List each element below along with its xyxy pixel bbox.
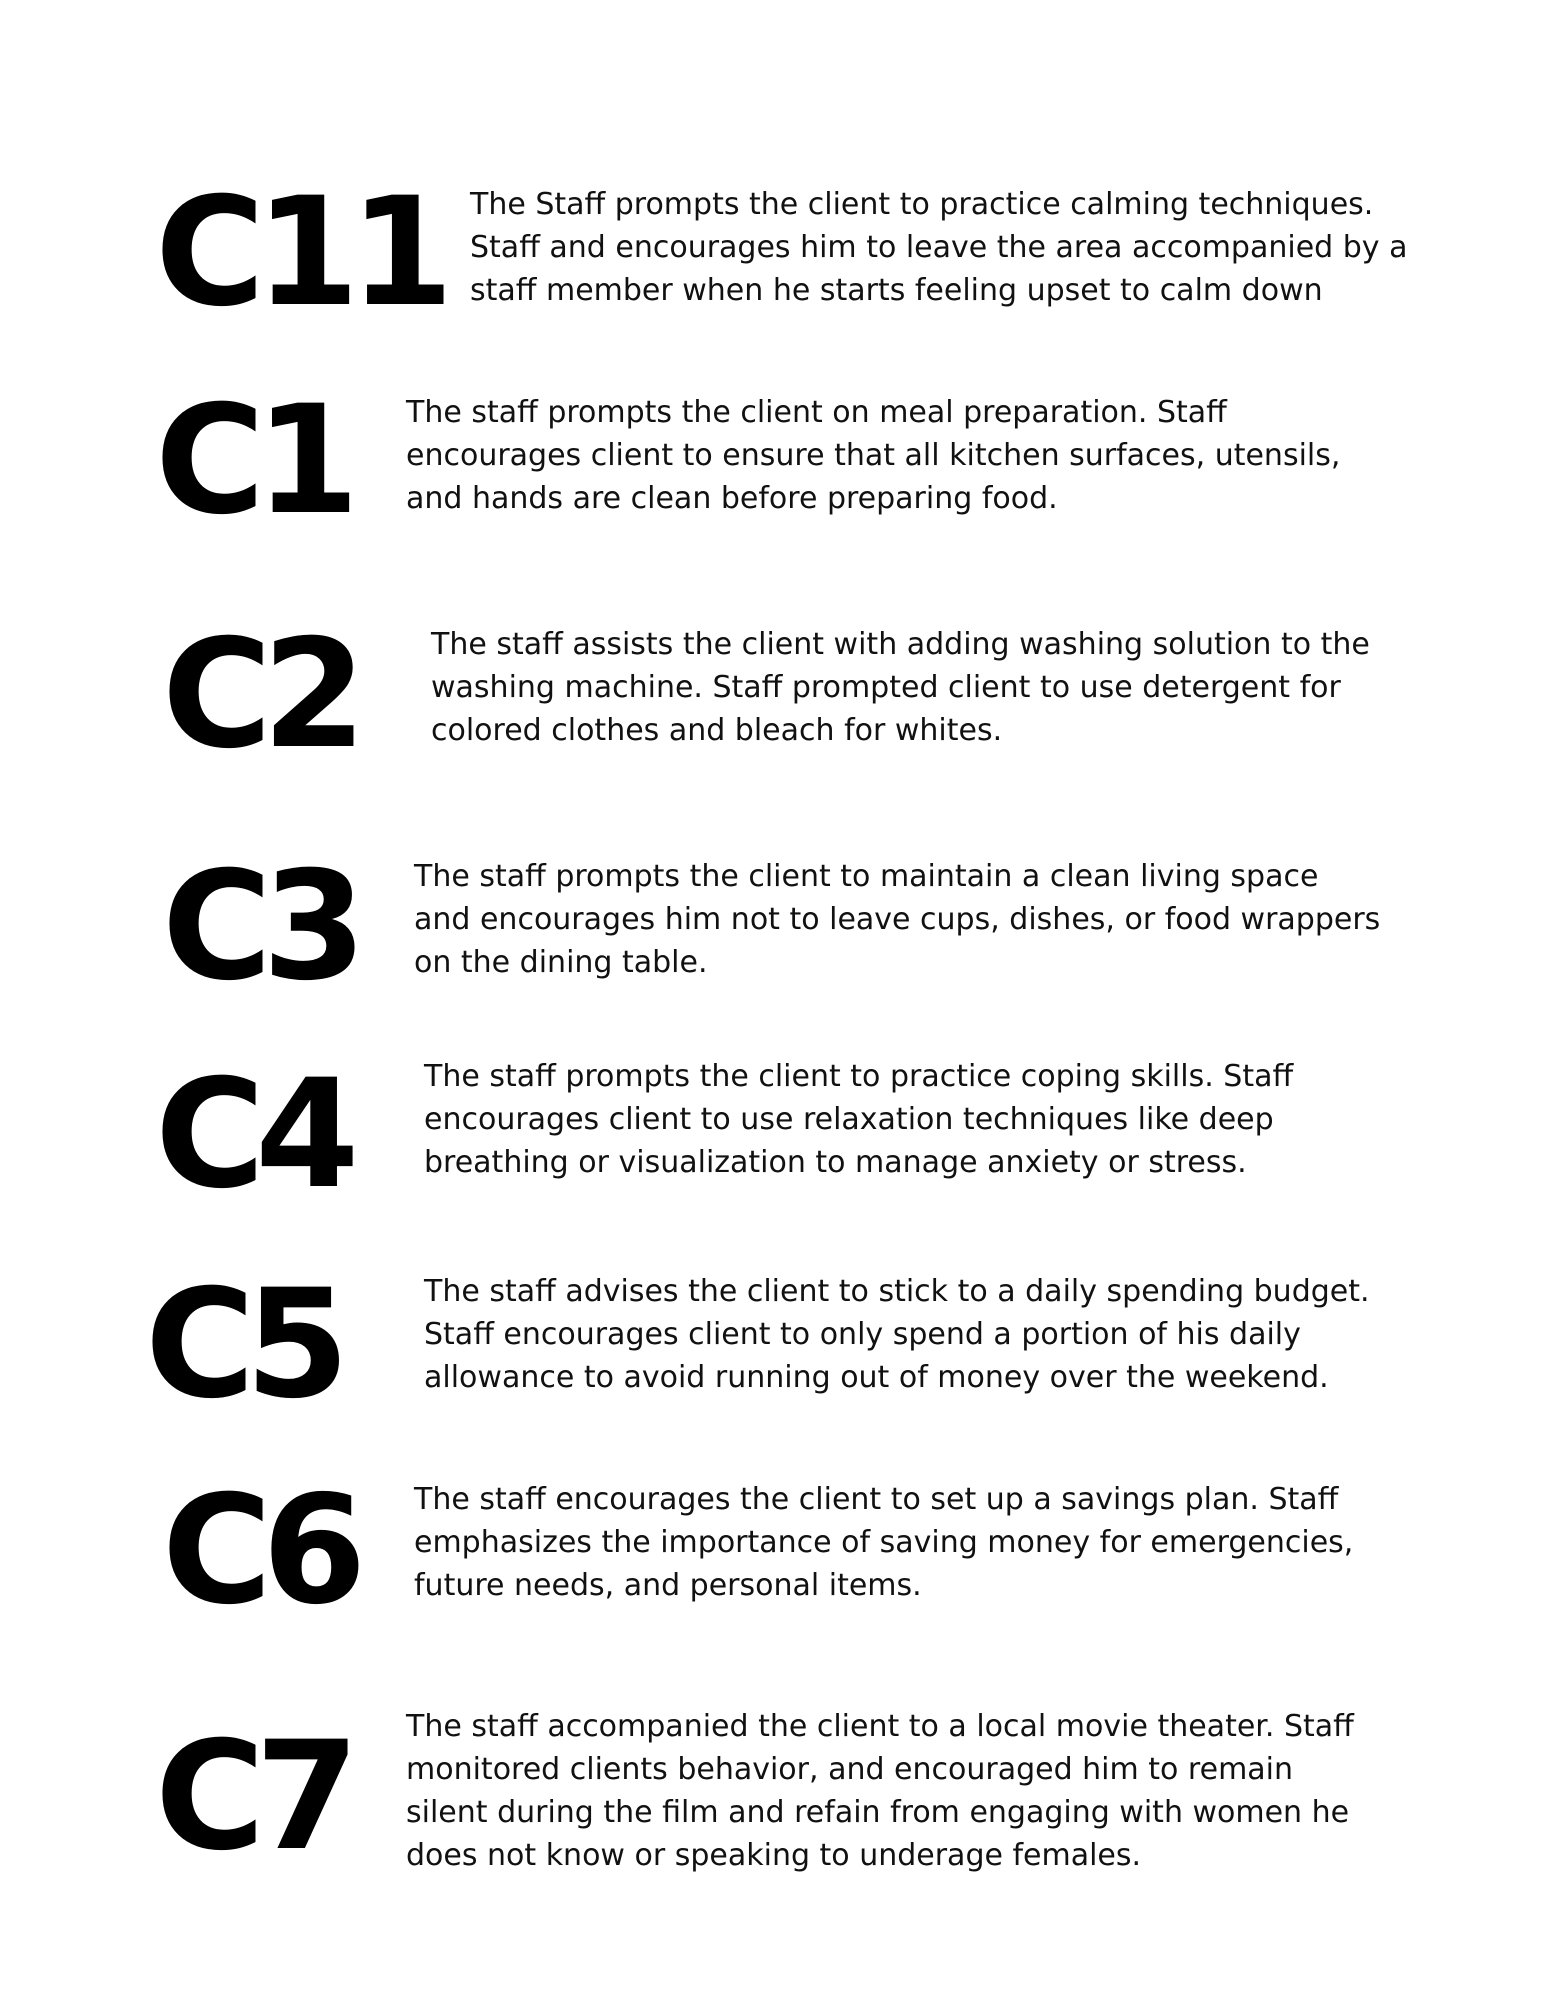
description-line: The staff encourages the client to set up a savings plan. Staff	[414, 1482, 1339, 1517]
description-line: allowance to avoid running out of money over the weekend.	[424, 1360, 1329, 1395]
description-line: breathing or visualization to manage anxiety or stress.	[424, 1145, 1247, 1180]
entry-code: C4	[155, 1048, 350, 1222]
entry-description	[406, 1705, 1354, 1877]
entry-description	[406, 391, 1340, 520]
description-line: Staff encourages client to only spend a portion of his daily	[424, 1317, 1301, 1352]
description-line: The staff accompanied the client to a local movie theater. Staff	[406, 1709, 1354, 1744]
description-line: monitored clients behavior, and encouraged him to remain	[406, 1752, 1294, 1787]
description-line: and encourages him not to leave cups, dishes, or food wrappers	[414, 902, 1381, 937]
description-line: The staff prompts the client to maintain a clean living space	[414, 859, 1319, 894]
description-line: does not know or speaking to underage females.	[406, 1838, 1142, 1873]
entry-code: C2	[162, 608, 357, 782]
description-line: encourages client to use relaxation techniques like deep	[424, 1102, 1274, 1137]
entry-code: C5	[145, 1258, 340, 1432]
description-line: The staff prompts the client to practice coping skills. Staff	[424, 1059, 1294, 1094]
description-line: staff member when he starts feeling upset to calm down	[470, 273, 1323, 308]
description-line: The Staff prompts the client to practice calming techniques.	[470, 187, 1374, 222]
entry-description	[431, 623, 1370, 752]
description-line: The staff advises the client to stick to a daily spending budget.	[424, 1274, 1370, 1309]
entry-description	[470, 183, 1407, 312]
description-line: The staff prompts the client on meal preparation. Staff	[406, 395, 1227, 430]
description-line: future needs, and personal items.	[414, 1568, 922, 1603]
description-line: The staff assists the client with adding washing solution to the	[431, 627, 1370, 662]
description-line: washing machine. Staff prompted client to use detergent for	[431, 670, 1341, 705]
description-line: on the dining table.	[414, 945, 708, 980]
entry-code: C6	[162, 1464, 357, 1638]
entry-description	[424, 1270, 1370, 1399]
description-line: emphasizes the importance of saving money for emergencies,	[414, 1525, 1354, 1560]
entry-code: C1	[155, 374, 350, 548]
entry-description	[424, 1055, 1293, 1184]
description-line: encourages client to ensure that all kitchen surfaces, utensils,	[406, 438, 1341, 473]
description-line: colored clothes and bleach for whites.	[431, 713, 1003, 748]
description-line: Staff and encourages him to leave the area accompanied by a	[470, 230, 1408, 265]
entry-code: C11	[155, 166, 444, 340]
entry-description	[414, 1478, 1353, 1607]
entry-description	[414, 855, 1380, 984]
description-line: silent during the film and refain from engaging with women he	[406, 1795, 1350, 1830]
description-line: and hands are clean before preparing food.	[406, 481, 1058, 516]
entry-code: C7	[155, 1710, 350, 1884]
entry-code: C3	[162, 840, 357, 1014]
